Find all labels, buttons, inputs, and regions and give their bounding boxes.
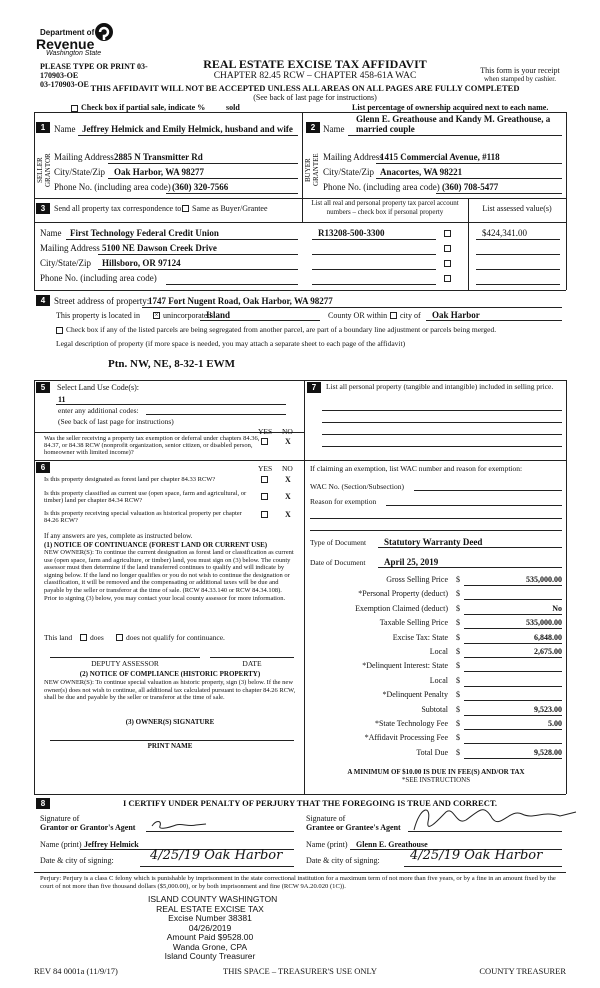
grantor-agent-label: Grantor or Grantor's Agent xyxy=(40,823,136,832)
does-label: does xyxy=(90,633,104,642)
buyer-name-label: Name xyxy=(323,124,345,134)
s3-address-label: Mailing Address xyxy=(40,243,100,253)
wac-label: WAC No. (Section/Subsection) xyxy=(310,482,404,491)
see-instructions: *SEE INSTRUCTIONS xyxy=(401,776,471,784)
doc-date[interactable]: April 25, 2019 xyxy=(384,557,439,567)
s3-city[interactable]: Hillsboro, OR 97124 xyxy=(102,258,181,268)
calc-label: Local xyxy=(429,647,448,656)
parcels-header-2: numbers – check box if personal property xyxy=(326,208,444,216)
segregated-checkbox[interactable] xyxy=(56,327,63,334)
calc-value[interactable]: 5.00 xyxy=(548,719,562,728)
same-as-buyer-checkbox[interactable] xyxy=(182,205,189,212)
calc-label: *Delinquent Penalty xyxy=(382,690,448,700)
grantee-sig-label: Signature of xyxy=(306,814,346,823)
buyer-address-label: Mailing Address xyxy=(323,152,383,162)
buyer-address[interactable]: 1415 Commercial Avenue, #118 xyxy=(380,152,500,162)
parcel-4-checkbox[interactable] xyxy=(444,275,451,282)
form-code-1: 170903-OE xyxy=(40,71,79,80)
deputy-assessor-label: DEPUTY ASSESSOR xyxy=(91,659,159,668)
s6-yes: YES xyxy=(258,464,273,473)
seller-side-label: SELLER GRANTOR xyxy=(36,153,52,187)
stamp-line-7: Island County Treasurer xyxy=(164,951,256,961)
calc-label: *Delinquent Interest: State xyxy=(362,661,448,671)
form-revision: REV 84 0001a (11/9/17) xyxy=(34,966,118,976)
doc-type[interactable]: Statutory Warranty Deed xyxy=(384,537,483,547)
reason-label: Reason for exemption xyxy=(310,497,377,506)
exemption-question: Was the seller receiving a property tax exemption or deferral under chapters 84.36, 84.37, or 84.38 RCW (nonprofit organization, senior citizen, or disabled person, homeowner with limited income)? xyxy=(44,435,260,456)
city-value[interactable]: Oak Harbor xyxy=(432,310,480,320)
calc-value[interactable]: 9,523.00 xyxy=(534,704,562,714)
calc-dollar-sign: $ xyxy=(456,589,460,599)
unincorporated-label: unincorporated xyxy=(163,311,212,320)
historic-text: NEW OWNER(S): To continue special valuation as historic property, sign (3) below. If the new owner(s) does not wish to continue, all additional tax calculated pursuant to chapter 84.26 RCW, shall be due and payable by the seller or transferor at the time of sale. xyxy=(44,679,296,702)
s3-phone-label: Phone No. (including area code) xyxy=(40,273,157,283)
grantee-name[interactable]: Glenn E. Greathouse xyxy=(356,840,428,849)
exemption-no-x[interactable]: X xyxy=(285,437,291,446)
calc-dollar-sign: $ xyxy=(456,690,460,700)
grantee-date-city[interactable]: 4/25/19 Oak Harbor xyxy=(410,848,543,863)
personal-property-label: List all personal property (tangible and intangible) included in selling price. xyxy=(326,382,554,391)
exemption-yes-box[interactable] xyxy=(261,438,268,445)
s3-address[interactable]: 5100 NE Dawson Creek Drive xyxy=(102,243,217,253)
q-current-use: Is this property classified as current use (open space, farm and agricultural, or timber) land per chapter 84.34 RCW? xyxy=(44,490,247,504)
section-1-number: 1 xyxy=(36,122,50,133)
buyer-city[interactable]: Anacortes, WA 98221 xyxy=(380,167,463,177)
send-correspondence-label: Send all property tax correspondence to: xyxy=(54,204,184,213)
dor-logo-icon xyxy=(94,22,114,42)
section-7-number: 7 xyxy=(307,382,321,393)
parcel-1[interactable]: R13208-500-3300 xyxy=(318,228,385,238)
parcel-1-checkbox[interactable] xyxy=(444,230,451,237)
located-text: This property is located in xyxy=(56,311,140,320)
calc-label: *Personal Property (deduct) xyxy=(358,589,448,599)
current-use-yes-box[interactable] xyxy=(261,493,268,500)
land-use-label: Select Land Use Code(s): xyxy=(57,383,139,392)
logo-dept: Department of xyxy=(40,28,95,37)
calc-value[interactable]: 2,675.00 xyxy=(534,647,562,656)
grantor-name-label: Name (print) xyxy=(40,840,82,849)
calc-label: *State Technology Fee xyxy=(374,719,448,728)
street-address[interactable]: 1747 Fort Nugent Road, Oak Harbor, WA 98277 xyxy=(148,296,333,306)
seller-address-label: Mailing Address xyxy=(54,152,114,162)
s3-city-label: City/State/Zip xyxy=(40,258,91,268)
buyer-phone-label: Phone No. (including area code) xyxy=(323,182,440,192)
land-use-code[interactable]: 11 xyxy=(58,395,66,404)
doc-type-label: Type of Document xyxy=(310,538,367,547)
forest-no-x[interactable]: X xyxy=(285,475,291,484)
form-code-2: 03-170903-OE xyxy=(40,80,89,89)
calc-dollar-sign: $ xyxy=(456,661,460,671)
calc-dollar-sign: $ xyxy=(456,618,460,628)
buyer-side-label: BUYER GRANTEE xyxy=(304,153,320,187)
additional-codes-label: enter any additional codes: xyxy=(58,406,139,415)
calc-label: Subtotal xyxy=(421,704,448,714)
does-not-label: does not qualify for continuance. xyxy=(126,633,225,642)
calc-label: Gross Selling Price xyxy=(386,575,448,584)
unincorporated-checkbox[interactable]: × xyxy=(154,311,159,319)
historic-yes-box[interactable] xyxy=(261,511,268,518)
form-subtitle: CHAPTER 82.45 RCW – CHAPTER 458-61A WAC xyxy=(213,71,417,81)
section-2-number: 2 xyxy=(306,122,320,133)
s3-name[interactable]: First Technology Federal Credit Union xyxy=(70,228,219,238)
seller-address[interactable]: 2885 N Transmitter Rd xyxy=(114,152,203,162)
buyer-name-line1[interactable]: Glenn E. Greathouse and Kandy M. Greathouse, a xyxy=(356,114,551,124)
q-historic: Is this property receiving special valuation as historical property per chapter 84.26 RCW? xyxy=(44,510,242,524)
section-5-number: 5 xyxy=(36,382,50,393)
stamp-line-4: 04/26/2019 xyxy=(188,922,232,933)
grantor-name[interactable]: Jeffrey Helmick xyxy=(84,840,139,849)
calc-label: Total Due xyxy=(416,747,448,757)
buyer-phone[interactable]: (360) 708-5477 xyxy=(442,182,499,192)
s5-yes: YES xyxy=(258,427,273,436)
owner-signature-label: (3) OWNER(S) SIGNATURE xyxy=(125,718,215,726)
section-6-number: 6 xyxy=(36,462,50,473)
grantor-signature xyxy=(150,818,210,832)
parcel-2-checkbox[interactable] xyxy=(444,245,451,252)
print-note: PLEASE TYPE OR PRINT 03- xyxy=(40,62,148,71)
stamp-line-2: REAL ESTATE EXCISE TAX xyxy=(156,903,264,914)
calc-dollar-sign: $ xyxy=(456,603,460,613)
calc-label: Taxable Selling Price xyxy=(379,618,448,628)
seller-phone-label: Phone No. (including area code) xyxy=(54,182,171,192)
calc-value[interactable]: 9,528.00 xyxy=(534,747,562,757)
section-4-number: 4 xyxy=(36,295,50,306)
legal-label: Legal description of property (if more space is needed, you may attach a separate sheet to each page of the affidavit) xyxy=(56,339,406,348)
calc-label: Local xyxy=(429,675,448,685)
doc-date-label: Date of Document xyxy=(310,558,366,567)
print-name-label: PRINT NAME xyxy=(147,742,193,750)
s3-name-label: Name xyxy=(40,228,62,238)
historic-title: (2) NOTICE OF COMPLIANCE (HISTORIC PROPERTY) xyxy=(79,670,261,678)
calc-dollar-sign: $ xyxy=(456,632,460,642)
county-or-label: County OR within xyxy=(328,311,388,320)
segregated-label: Check box if any of the listed parcels are being segregated from another parcel, are part of a boundary line adjustment or parcels being merged. xyxy=(66,325,497,334)
continuance-text: NEW OWNER(S): To continue the current designation as forest land or classification as current use (open space, farm and agriculture, or timber) land, you must sign on (3) below. The county assessor must then determine if the land transferred continues to qualify and will indicate by signing below. If the land no longer qualifies or you do not wish to continue the designation or classification, it will be removed and the compensating or additional taxes will be due and payable by the seller or transferor at the time of sale. (RCW 84.33.140 or RCW 84.34.108). Prior to signing (3) below, you may contact your local county assessor for more information. xyxy=(44,549,294,602)
form-title: REAL ESTATE EXCISE TAX AFFIDAVIT xyxy=(203,57,427,71)
partial-sale-label: Check box if partial sale, indicate % xyxy=(81,103,206,112)
s5-no: NO xyxy=(282,427,293,436)
parcel-3-checkbox[interactable] xyxy=(444,260,451,267)
calc-dollar-sign: $ xyxy=(456,733,460,743)
seller-name[interactable]: Jeffrey Helmick and Emily Helmick, husband and wife xyxy=(82,124,293,134)
county-value[interactable]: Island xyxy=(206,310,231,320)
receipt-note-1: This form is your receipt xyxy=(480,66,560,75)
historic-no-x[interactable]: X xyxy=(285,510,291,519)
treasurer-use-only: THIS SPACE – TREASURER'S USE ONLY xyxy=(223,966,377,976)
q-forest: Is this property designated as forest land per chapter 84.33 RCW? xyxy=(44,476,216,483)
calc-label: Excise Tax: State xyxy=(392,632,448,642)
calc-label: *Affidavit Processing Fee xyxy=(364,733,448,743)
warning-text: THIS AFFIDAVIT WILL NOT BE ACCEPTED UNLESS ALL AREAS ON ALL PAGES ARE FULLY COMPLETED xyxy=(90,83,520,93)
calc-value[interactable]: 6,848.00 xyxy=(534,632,562,642)
buyer-city-label: City/State/Zip xyxy=(323,167,374,177)
current-use-no-x[interactable]: X xyxy=(285,492,291,501)
exemption-label: If claiming an exemption, list WAC number and reason for exemption: xyxy=(310,464,523,473)
calc-dollar-sign: $ xyxy=(456,647,460,656)
does-not-checkbox[interactable] xyxy=(116,634,123,641)
calc-label: Exemption Claimed (deduct) xyxy=(355,603,448,613)
stamp-line-3: Excise Number 38381 xyxy=(168,913,252,923)
calc-dollar-sign: $ xyxy=(456,747,460,757)
seller-name-label: Name xyxy=(54,124,76,134)
logo-revenue: Revenue xyxy=(36,36,95,52)
calc-dollar-sign: $ xyxy=(456,575,460,584)
instructions-note: (See back of last page for instructions) xyxy=(253,93,377,102)
s5-see-back: (See back of last page for instructions) xyxy=(58,417,174,426)
perjury-text: Perjury: Perjury is a class C felony which is punishable by imprisonment in the state correctional institution for a maximum term of not more than five years, or by a fine in an amount fixed by the court of not more than five thousand dollars ($5,000.00), or by both imprisonment and fine (RCW 9A.20.020 (1C)). xyxy=(40,875,556,890)
legal-description[interactable]: Ptn. NW, NE, 8-32-1 EWM xyxy=(108,358,236,370)
parcels-header-1: List all real and personal property tax parcel account xyxy=(311,199,459,207)
section-8-number: 8 xyxy=(36,798,50,809)
calc-value[interactable]: 535,000.00 xyxy=(526,618,562,628)
logo-state: Washington State xyxy=(46,50,102,57)
calc-dollar-sign: $ xyxy=(456,675,460,685)
certify-text: I CERTIFY UNDER PENALTY OF PERJURY THAT THE FOREGOING IS TRUE AND CORRECT. xyxy=(122,798,497,808)
does-checkbox[interactable] xyxy=(80,634,87,641)
county-treasurer: COUNTY TREASURER xyxy=(479,966,566,976)
calc-dollar-sign: $ xyxy=(456,704,460,714)
partial-sale-checkbox[interactable] xyxy=(71,105,78,112)
grantor-date-label: Date & city of signing: xyxy=(40,856,114,865)
seller-city[interactable]: Oak Harbor, WA 98277 xyxy=(114,167,205,177)
grantee-date-label: Date & city of signing: xyxy=(306,856,380,865)
stamp-line-6: Wanda Grone, CPA xyxy=(172,941,248,952)
stamp-line-5: Amount Paid $9528.00 xyxy=(166,932,254,942)
calc-value[interactable]: 535,000.00 xyxy=(526,575,562,584)
grantee-agent-label: Grantee or Grantee's Agent xyxy=(306,823,401,832)
if-yes-text: If any answers are yes, complete as instructed below. xyxy=(44,532,193,540)
ownership-note: List percentage of ownership acquired next to each name. xyxy=(352,103,549,112)
receipt-note-2: when stamped by cashier. xyxy=(484,75,556,83)
grantee-name-label: Name (print) xyxy=(306,840,348,849)
continuance-title: (1) NOTICE OF CONTINUANCE (FOREST LAND OR CURRENT USE) xyxy=(44,541,268,549)
assessed-header: List assessed value(s) xyxy=(482,204,552,213)
calc-value[interactable]: No xyxy=(552,603,562,613)
forest-yes-box[interactable] xyxy=(261,476,268,483)
grantor-sig-label: Signature of xyxy=(40,814,80,823)
seller-phone[interactable]: (360) 320-7566 xyxy=(172,182,229,192)
street-label: Street address of property: xyxy=(54,296,150,306)
this-land-label: This land xyxy=(44,633,73,642)
sold-label: sold xyxy=(226,103,240,112)
city-checkbox[interactable] xyxy=(390,312,397,319)
seller-city-label: City/State/Zip xyxy=(54,167,105,177)
s6-no: NO xyxy=(282,464,293,473)
treasurer-stamp xyxy=(148,894,278,962)
minimum-note: A MINIMUM OF $10.00 IS DUE IN FEE(S) AND/OR TAX xyxy=(347,768,525,776)
city-of-label: city of xyxy=(400,311,421,320)
date-label: DATE xyxy=(242,659,262,668)
stamp-line-1: ISLAND COUNTY WASHINGTON xyxy=(148,894,278,904)
section-3-number: 3 xyxy=(36,203,50,214)
calc-dollar-sign: $ xyxy=(456,719,460,728)
buyer-name-line2[interactable]: married couple xyxy=(356,124,415,134)
assessed-1[interactable]: $424,341.00 xyxy=(482,228,527,238)
grantee-signature xyxy=(410,800,580,836)
grantor-date-city[interactable]: 4/25/19 Oak Harbor xyxy=(150,848,283,863)
same-as-buyer-label: Same as Buyer/Grantee xyxy=(192,204,268,213)
